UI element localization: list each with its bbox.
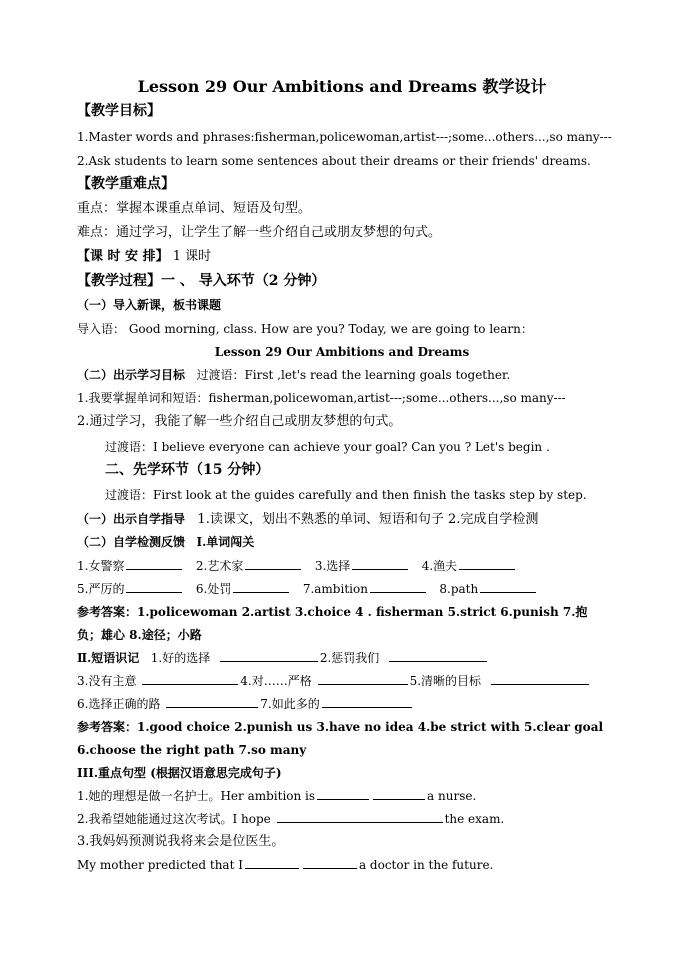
answer-blank[interactable] — [459, 557, 515, 570]
sentence-text: a nurse. — [427, 789, 477, 803]
answer-label: 参考答案： — [77, 720, 138, 734]
answer-blank[interactable] — [370, 580, 426, 593]
answer-blank[interactable] — [245, 557, 301, 570]
sentence-3-cn: 3.我妈妈预测说我将来会是位医生。 — [77, 834, 285, 849]
answer-blank[interactable] — [166, 695, 258, 708]
phrase-item: 4.对……严格 — [240, 674, 312, 688]
key-points-heading: 【教学重难点】 — [77, 176, 175, 192]
sentence-text: Her ambition is — [220, 789, 316, 803]
objective-1: 1.Master words and phrases:fisherman,policewoman,artist---;some...others...,so many--- — [77, 130, 612, 144]
answer-blank[interactable] — [373, 787, 425, 800]
schedule-heading: 【课 时 安 排】 — [77, 249, 169, 264]
sentence-text: the exam. — [444, 812, 505, 826]
phrase-item: 7.如此多的 — [260, 697, 320, 711]
answer-blank[interactable] — [233, 580, 289, 593]
transition-label: 过渡语： — [105, 488, 154, 502]
answers2-text: 1.good choice 2.punish us 3.have no idea 4.be strict with 5.clear goal — [137, 720, 604, 734]
transition-1: First ,let's read the learning goals together. — [244, 368, 511, 382]
goal-2: 2.通过学习，我能了解一些介绍自己或朋友梦想的句式。 — [77, 414, 402, 429]
answer-blank[interactable] — [303, 856, 357, 869]
answer-blank[interactable] — [126, 557, 182, 570]
phrase-row-2 — [77, 672, 591, 690]
sentence-1 — [77, 787, 476, 805]
sentence-text: My mother predicted that I — [77, 858, 243, 872]
document-title: Lesson 29 Our Ambitions and Dreams 教学设计 — [137, 77, 547, 96]
answer-blank[interactable] — [389, 649, 487, 662]
transition-row-2 — [105, 438, 550, 456]
answer-blank[interactable] — [220, 649, 318, 662]
transition-2: I believe everyone can achieve your goal? Can you ? Let's begin . — [153, 440, 550, 454]
transition-label: 过渡语： — [105, 440, 154, 454]
sentence-2 — [77, 810, 504, 828]
intro-row — [77, 320, 533, 338]
word-item: 8.path — [439, 582, 479, 596]
answer-blank[interactable] — [352, 557, 408, 570]
answers1-line2: 负；雄心 8.途径；小路 — [77, 628, 202, 642]
answer-blank[interactable] — [245, 856, 299, 869]
answer-blank[interactable] — [142, 672, 238, 685]
objective-2: 2.Ask students to learn some sentences about their dreams or their friends' dreams. — [77, 154, 591, 168]
self-study-heading: （一）出示自学指导 — [77, 512, 186, 526]
word-row-2 — [77, 580, 538, 598]
part2-row — [77, 366, 510, 384]
answers2-line2: 6.choose the right path 7.so many — [77, 743, 307, 757]
part2-heading: （二）出示学习目标 — [77, 368, 186, 382]
answer-blank[interactable] — [491, 672, 589, 685]
phrase-item: 2.惩罚我们 — [319, 651, 380, 665]
lesson-title: Lesson 29 Our Ambitions and Dreams — [214, 345, 470, 359]
answer-label: 参考答案： — [77, 605, 138, 619]
key-point-difficult: 难点：通过学习，让学生了解一些介绍自己或朋友梦想的句式。 — [77, 225, 442, 240]
sentence-text: I hope — [232, 812, 271, 826]
answers1-text: 1.policewoman 2.artist 3.choice 4 . fisherman 5.strict 6.punish 7.抱 — [137, 605, 588, 619]
intro-text: Good morning, class. How are you? Today, we are going to learn： — [128, 322, 533, 336]
self-study-row — [77, 510, 538, 529]
phrase-item: 3.没有主意 — [77, 674, 137, 688]
phrase-item: 6.选择正确的路 — [77, 697, 161, 711]
sentence-text: a doctor in the future. — [358, 858, 494, 872]
key-point-important: 重点：掌握本课重点单词、短语及句型。 — [77, 201, 312, 216]
part1-heading: （一）导入新课，板书课题 — [77, 298, 222, 312]
answers1-line1 — [77, 603, 587, 621]
phrase-item: 1.好的选择 — [150, 651, 211, 665]
word-row-1 — [77, 557, 517, 575]
feedback-heading: （二）自学检测反馈 — [77, 535, 186, 549]
sentence-cn: 2.我希望她能通过这次考试。 — [77, 812, 233, 826]
word-item: 1.女警察 — [77, 559, 125, 573]
word-item: 6.处罚 — [195, 582, 232, 596]
self-study-steps: 1.读课文，划出不熟悉的单词、短语和句子 2.完成自学检测 — [197, 512, 539, 527]
sentence-cn: 1.她的理想是做一名护士。 — [77, 789, 221, 803]
word-item: 3.选择 — [314, 559, 351, 573]
schedule-value: 1 课时 — [172, 249, 212, 264]
intro-label: 导入语： — [77, 322, 126, 336]
section2-heading: 二、先学环节（15 分钟） — [105, 462, 270, 478]
word-item: 4.渔夫 — [421, 559, 458, 573]
sentences-heading: III.重点句型 (根据汉语意思完成句子) — [77, 766, 282, 780]
process-heading: 【教学过程】一 、 导入环节（2 分钟） — [77, 273, 326, 289]
transition-row-3 — [105, 486, 587, 504]
answer-blank[interactable] — [126, 580, 182, 593]
word-item: 5.严厉的 — [77, 582, 125, 596]
answer-blank[interactable] — [318, 672, 408, 685]
transition-3: First look at the guides carefully and then finish the tasks step by step. — [153, 488, 587, 502]
phrase-item: 5.清晰的目标 — [409, 674, 482, 688]
sentence-3 — [77, 856, 493, 874]
word-item: 7.ambition — [302, 582, 368, 596]
answer-blank[interactable] — [317, 787, 369, 800]
phrases-heading: Ⅱ.短语识记 — [77, 651, 140, 665]
objectives-heading: 【教学目标】 — [77, 103, 161, 119]
transition-label: 过渡语： — [196, 368, 245, 382]
answer-blank[interactable] — [322, 695, 412, 708]
word-item: 2.艺术家 — [195, 559, 244, 573]
answer-blank[interactable] — [277, 810, 443, 823]
phrase-row-3 — [77, 695, 414, 713]
schedule-row — [77, 248, 211, 266]
goal-1: 1.我要掌握单词和短语：fisherman,policewoman,artist---;some...others...,so many--- — [77, 391, 566, 405]
phrase-row-1 — [77, 649, 489, 667]
answers2-line1 — [77, 718, 603, 736]
feedback-row — [77, 533, 254, 551]
answer-blank[interactable] — [480, 580, 536, 593]
words-heading: Ⅰ.单词闯关 — [196, 535, 255, 549]
